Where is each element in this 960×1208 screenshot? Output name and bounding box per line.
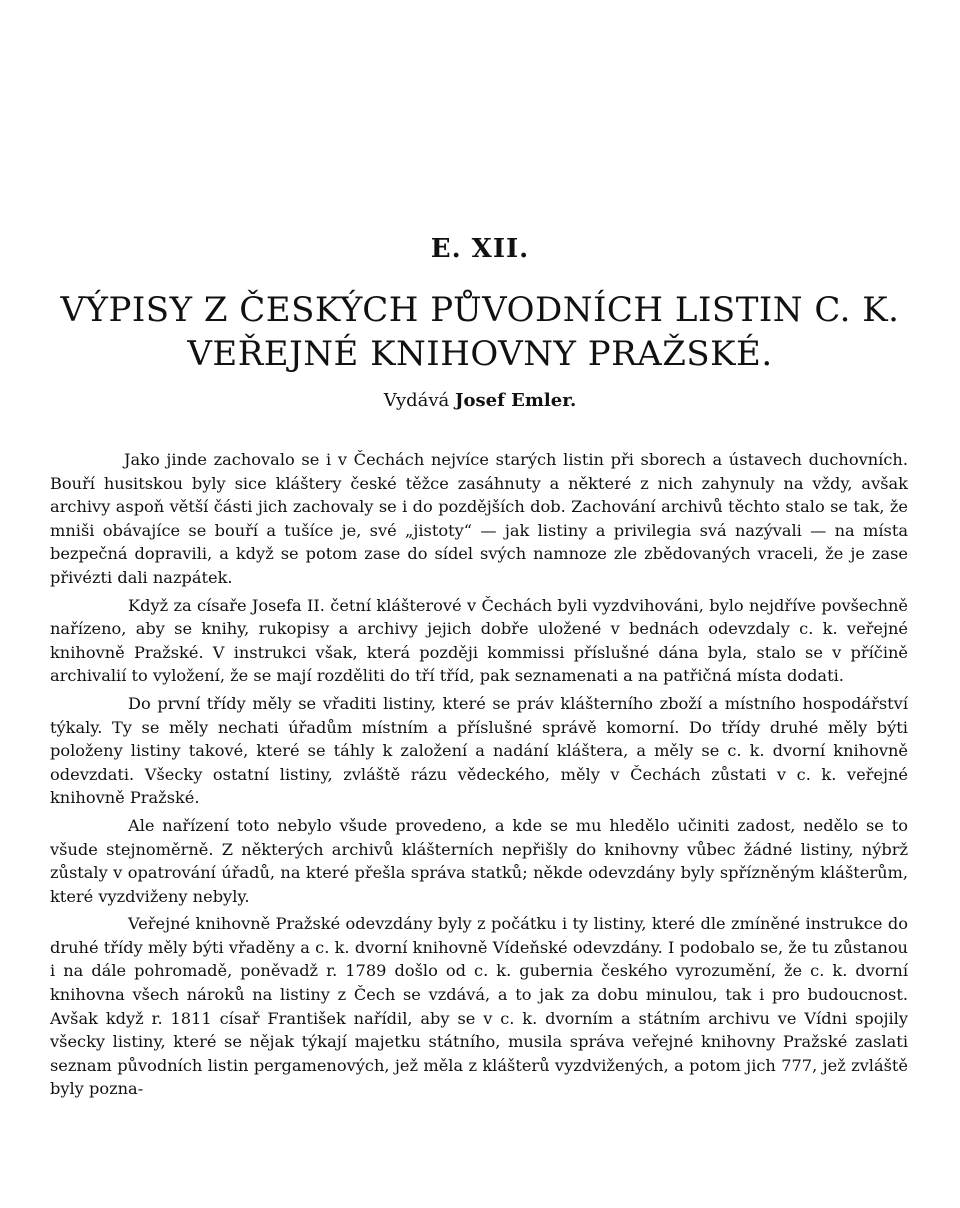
title-line-1: VÝPISY Z ČESKÝCH PŮVODNÍCH LISTIN C. K. <box>60 290 900 330</box>
editor-prefix: Vydává <box>383 390 450 411</box>
paragraph-1: Jako jinde zachovalo se i v Čechách nejvíce starých listin při sborech a ústavech duchovních. Bouří husitskou byly sice kláštery české těžce zasáhnuty a některé z nich zahynuly na vždy, avšak archivy aspoň větší části jich zachovaly se i do pozdějších dob. Zachování archivů těchto stalo se tak, že mniši obávajíce se bouří a tušíce je, své „jistoty“ — jak listiny a privilegia svá nazývali — na místa bezpečná dopravili, a když se potom zase do sídel svých namnoze zle zbědovaných vraceli, že je zase přivézti dali nazpátek. <box>50 450 908 587</box>
editor-name: Josef Emler. <box>455 390 577 411</box>
section-number: E. XII. <box>430 234 530 264</box>
document-title <box>40 288 920 376</box>
title-line-2: VEŘEJNÉ KNIHOVNY PRAŽSKÉ. <box>187 334 773 374</box>
paragraph-3: Do první třídy měly se vřaditi listiny, které se práv klášterního zboží a místního hospodářství týkaly. Ty se měly nechati úřadům místním a příslušné správě komorní. Do třídy druhé měly býti položeny listiny takové, které se táhly k založení a nadání kláštera, a měly se c. k. dvorní knihovně odevzdati. Všecky ostatní listiny, zvláště rázu vědeckého, měly v Čechách zůstati v c. k. veřejné knihovně Pražské. <box>50 693 908 808</box>
editor-line <box>0 390 960 411</box>
paragraph-4: Ale nařízení toto nebylo všude provedeno, a kde se mu hledělo učiniti zadost, nedělo se to všude stejnoměrně. Z některých archivů klášterních nepřišly do knihovny vůbec žádné listiny, nýbrž zůstaly v opatrování úřadů, na které přešla správa statků; někde odevzdány byly spřízněným klášterům, které vyzdviženy nebyly. <box>50 815 908 906</box>
body-text <box>50 448 908 1105</box>
paragraph-5: Veřejné knihovně Pražské odevzdány byly z počátku i ty listiny, které dle zmíněné instrukce do druhé třídy měly býti vřaděny a c. k. dvorní knihovně Vídeňské odevzdány. I podobalo se, že tu zůstanou i na dále pohromadě, poněvadž r. 1789 došlo od c. k. gubernia českého vyrozumění, že c. k. dvorní knihovna všech nároků na listiny z Čech se vzdává, a to jak za dobu minulou, tak i pro budoucnost. Avšak když r. 1811 císař František nařídil, aby se v c. k. dvorním a státním archivu ve Vídni spojily všecky listiny, které se nějak týkají majetku státního, musila správa veřejné knihovny Pražské zaslati seznam původních listin pergamenových, jež měla z klášterů vyzdvižených, a potom jich 777, jež zvláště byly pozna- <box>50 914 908 1099</box>
paragraph-2: Když za císaře Josefa II. četní klášterové v Čechách byli vyzdvihováni, bylo nejdříve povšechně nařízeno, aby se knihy, rukopisy a archivy jejich dobře uložené v bednách odevzdaly c. k. veřejné knihovně Pražské. V instrukci však, která později kommissi příslušné dána byla, stalo se v příčině archivalií to vyložení, že se mají rozděliti do tří tříd, pak seznamenati a na patřičná místa dodati. <box>50 595 908 686</box>
